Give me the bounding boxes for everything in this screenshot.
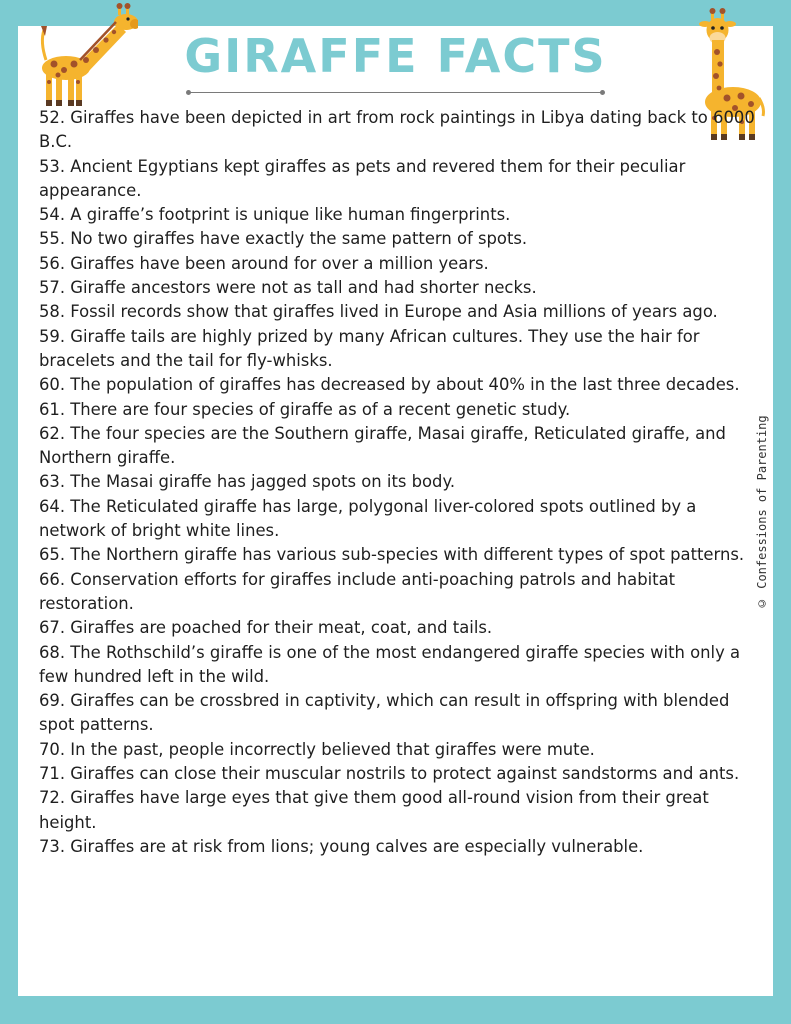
fact-item: 54. A giraffe’s footprint is unique like human fingerprints. [39,205,511,225]
fact-item: 62. The four species are the Southern giraffe, Masai giraffe, Reticulated giraffe, and Northern giraffe. [39,423,726,468]
facts-list [39,106,757,859]
fact-item: 57. Giraffe ancestors were not as tall and had shorter necks. [39,278,537,298]
fact-item: 59. Giraffe tails are highly prized by many African cultures. They use the hair for bracelets and the tail for fly-whisks. [39,326,700,370]
fact-item: 72. Giraffes have large eyes that give them good all-round vision from their great height. [39,788,709,832]
fact-item: 63. The Masai giraffe has jagged spots on its body. [39,472,456,492]
fact-item: 53. Ancient Egyptians kept giraffes as pets and revered them for their peculiar appearance. [39,156,686,200]
page-title: GIRAFFE FACTS [184,29,607,83]
title-divider [188,92,603,93]
fact-item: 58. Fossil records show that giraffes lived in Europe and Asia millions of years ago. [39,302,718,322]
fact-item: 52. Giraffes have been depicted in art from rock paintings in Libya dating back to 6000 B.C. [39,108,755,152]
fact-item: 71. Giraffes can close their muscular nostrils to protect against sandstorms and ants. [39,764,740,784]
copyright-text: © Confessions of Parenting [755,415,769,610]
fact-item: 70. In the past, people incorrectly believed that giraffes were mute. [39,739,595,759]
fact-item: 69. Giraffes can be crossbred in captivity, which can result in offspring with blended spot patterns. [39,691,730,735]
fact-item: 67. Giraffes are poached for their meat, coat, and tails. [39,618,493,638]
fact-item: 55. No two giraffes have exactly the same pattern of spots. [39,229,528,249]
fact-item: 66. Conservation efforts for giraffes include anti-poaching patrols and habitat restoration. [39,569,676,613]
fact-item: 65. The Northern giraffe has various sub-species with different types of spot patterns. [39,545,745,565]
fact-item: 56. Giraffes have been around for over a million years. [39,253,489,273]
fact-item: 64. The Reticulated giraffe has large, polygonal liver-colored spots outlined by a network of bright white lines. [39,496,697,541]
fact-item: 60. The population of giraffes has decreased by about 40% in the last three decades. [39,375,740,395]
fact-item: 73. Giraffes are at risk from lions; young calves are especially vulnerable. [39,836,644,856]
fact-item: 68. The Rothschild’s giraffe is one of the most endangered giraffe species with only a few hundred left in the wild. [39,642,741,686]
fact-item: 61. There are four species of giraffe as of a recent genetic study. [39,399,571,419]
